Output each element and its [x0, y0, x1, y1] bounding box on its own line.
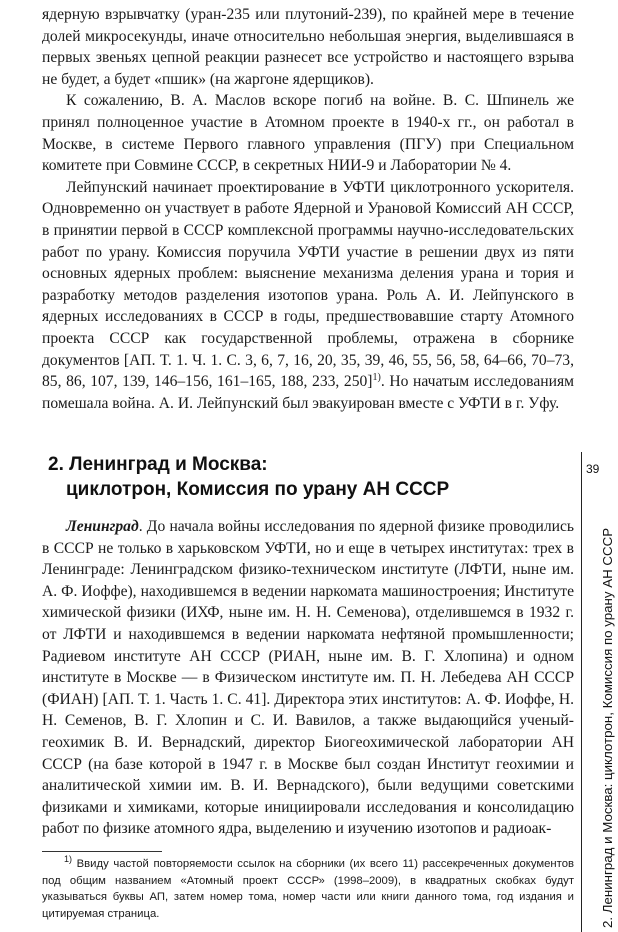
paragraph-leningrad: [42, 516, 574, 840]
footnote: [42, 856, 574, 922]
section-heading-line1: 2. Ленинград и Москва:: [48, 454, 268, 475]
footnote-text: Ввиду частой повторяемости ссылок на сборники (их всего 11) рассекреченных документов под общим названием «Атомный проект СССР» (1998–2009), в квадратных скобках будут указываться буквы АП, затем номер тома, номер части или книги данного тома, год издания и цитируемая страница.: [42, 858, 574, 920]
top-text-block: [42, 4, 574, 414]
paragraph-leipunsky-text: Лейпунский начинает проектирование в УФТИ циклотронного ускорителя. Одновременно он участвует в работе Ядерной и Урановой Комиссий АН СССР, в принятии первой в СССР комплексной программы научно-исследовательских работ по урану. Комиссия поручила УФТИ участие в решении двух из пяти основных ядерных проблем: выяснение механизма деления урана и тория и разработку методов разделения изотопов урана. Роль А. И. Лейпунского в ядерных исследованиях в СССР в годы, предшествовавшие старту Атомного проекта СССР как государственной проблемы, отражена в сборнике документов [АП. Т. 1. Ч. 1. С. 3, 6, 7, 16, 20, 35, 39, 46, 55, 56, 58, 64–66, 70–73, 85, 86, 107, 139, 146–156, 161–165, 188, 233, 250]: [42, 178, 574, 391]
footnote-divider: [42, 851, 162, 852]
page-number: 39: [586, 462, 600, 476]
paragraph-leipunsky-tail: . Но начатым исследованиям помешала война. А. И. Лейпунский был эвакуирован вместе с УФТИ в г. Уфу.: [42, 373, 574, 412]
footnote-mark: 1): [64, 854, 73, 865]
margin-rule: [581, 452, 582, 932]
paragraph-leipunsky: [42, 177, 574, 415]
section-heading-line2: циклотрон, Комиссия по урану АН СССР: [66, 479, 450, 500]
paragraph-leningrad-text: . До начала войны исследования по ядерной физике проводились в СССР не только в харьковском УФТИ, но и еще в четырех институтах: трех в Ленинграде: Ленинградском физико-техническом институте (ЛФТИ, ныне им. А. Ф. Иоффе), находившемся в ведении наркомата машиностроения; Институте химической физики (ИХФ, ныне им. Н. Н. Семенова), отделившемся в 1932 г. от ЛФТИ и находившемся в ведении наркомата нефтяной промышленности; Радиевом институте АН СССР (РИАН, ныне им. В. Г. Хлопина) и одном институте в Москве — в Физическом институте им. П. Н. Лебедева АН СССР (ФИАН) [АП. Т. 1. Часть 1. С. 41]. Директора этих институтов: А. Ф. Иоффе, Н. Н. Семенов, В. Г. Хлопин и С. И. Вавилов, а также выдающийся ученый-геохимик В. И. Вернадский, директор Биогеохимической лаборатории АН СССР (на базе которой в 1947 г. в Москве был создан Институт геохимии и аналитической химии им. В. И. Вернадского), были ведущими советскими физиками и химиками, которые инициировали исследования и консолидацию работ по физике атомного ядра, выделению и изучению изотопов и радиоак-: [42, 518, 574, 838]
section-heading: [48, 452, 548, 502]
footnote-reference[interactable]: 1): [372, 371, 381, 383]
running-head: 2. Ленинград и Москва: циклотрон, Комиссия по урану АН СССР: [600, 527, 615, 928]
lead-in-leningrad: Ленинград: [66, 518, 139, 535]
section-body: [42, 516, 574, 840]
paragraph-continued: ядерную взрывчатку (уран-235 или плутоний-239), по крайней мере в течение долей микросекунды, иначе относительно небольшая энергия, выделившаяся в первых звеньях цепной реакции разнесет все устройство и настоящего взрыва не будет, а будет «пшик» (на жаргоне ядерщиков).: [42, 6, 574, 88]
paragraph-maslov: К сожалению, В. А. Маслов вскоре погиб на войне. В. С. Шпинель же принял полноценное участие в Атомном проекте в 1940-х гг., он работал в Москве, в системе Первого главного управления (ПГУ) при Специальном комитете при Совмине СССР, в секретных НИИ-9 и Лаборатории № 4.: [42, 92, 574, 175]
